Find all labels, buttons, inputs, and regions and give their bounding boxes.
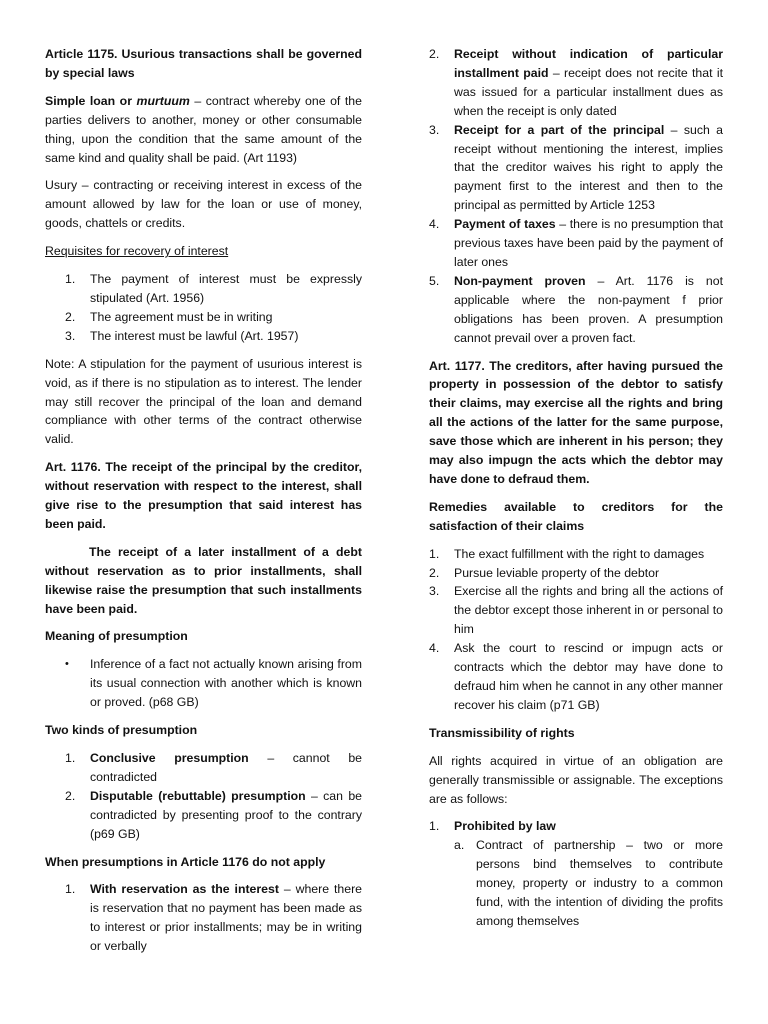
list-item <box>45 655 362 712</box>
list-item <box>45 308 362 327</box>
simple-loan-term: Simple loan or <box>45 93 137 108</box>
sub-list-item <box>454 836 723 931</box>
usury-note: Note: A stipulation for the payment of usurious interest is void, as if there is no stipulation as to interest. The lender may still recover the principal of the loan and demand compliance with other terms of the contract otherwise valid. <box>45 356 362 447</box>
article-1176: Art. 1176. The receipt of the principal by the creditor, without reservation with respect to the interest, shall give rise to the presumption that said interest has been paid. <box>45 460 362 531</box>
list-item-text: – there is no presumption that previous taxes have been paid by the payment of later ones <box>454 217 723 269</box>
two-kinds-list <box>45 749 362 844</box>
list-item-text: The interest must be lawful (Art. 1957) <box>90 328 299 343</box>
list-item-term: Conclusive presumption <box>90 751 249 765</box>
list-item-term: Non-payment proven <box>454 273 586 288</box>
list-item <box>429 817 723 930</box>
article-1177: Art. 1177. The creditors, after having pursued the property in possession of the debtor to satisfy their claims, may exercise all the rights and bring all the actions of the latter for the same purpose, save those which are inherent in his person; they may also impugn the acts which the debtor may have done to defraud them. <box>429 358 723 486</box>
list-item-text: – can be contradicted by presenting proof to the contrary (p69 GB) <box>90 788 362 841</box>
list-item <box>429 121 723 216</box>
list-item-term: Receipt for a part of the principal <box>454 122 665 137</box>
list-number: 1. <box>65 272 76 287</box>
list-item <box>45 749 362 787</box>
list-item-text: – where there is reservation that no payment has been made as to interest or prior installments; may be in writing or verbally <box>90 882 363 954</box>
right-column <box>429 45 723 940</box>
list-number: 3. <box>429 122 440 137</box>
simple-loan-text: – contract whereby one of the parties delivers to another, money or other consumable thing, upon the condition that the same amount of the same kind and quality shall be paid. (Art 1193) <box>45 93 362 165</box>
requisites-heading: Requisites for recovery of interest <box>45 244 229 259</box>
list-item-term: Receipt without indication of particular installment paid <box>454 47 723 80</box>
list-item-term: With reservation as the interest <box>90 882 279 897</box>
list-item <box>429 564 723 583</box>
article-1175-heading: Article 1175. Usurious transactions shall be governed by special laws <box>45 47 362 80</box>
sub-exceptions-list <box>454 836 723 931</box>
transmissibility-heading: Transmissibility of rights <box>429 725 575 740</box>
meaning-list <box>45 655 362 712</box>
list-item <box>429 215 723 272</box>
list-item-term: Disputable (rebuttable) presumption <box>90 788 306 803</box>
list-item-text: – receipt does not recite that it was issued for a particular installment dues as when the receipt is only dated <box>454 65 723 118</box>
list-item <box>429 545 723 564</box>
list-item-text: – cannot be contradicted <box>90 751 362 784</box>
list-item-text: Ask the court to rescind or impugn acts or contracts which the debtor may have done to defraud him when he cannot in any other manner recover his claim (p71 GB) <box>454 641 723 712</box>
list-number: 3. <box>429 584 440 599</box>
list-number: 3. <box>65 328 76 343</box>
list-item-text: The exact fulfillment with the right to damages <box>454 546 705 561</box>
list-item <box>429 45 723 121</box>
sub-list-letter: a. <box>454 838 465 853</box>
list-item-text: Inference of a fact not actually known arising from its usual connection with another which is known or proved. (p68 GB) <box>90 657 362 710</box>
list-number: 1. <box>65 882 76 897</box>
simple-loan-definition <box>45 92 362 168</box>
list-item <box>45 270 362 308</box>
article-1176-second-paragraph: The receipt of a later installment of a debt without reservation as to prior installments, shall likewise raise the presumption that such installments have been paid. <box>45 544 362 616</box>
list-item <box>45 327 362 346</box>
list-number: 1. <box>429 819 440 834</box>
list-item <box>429 272 723 348</box>
list-item-text: Exercise all the rights and bring all the actions of the debtor except those inherent in or personal to him <box>454 584 723 637</box>
transmissibility-text: All rights acquired in virtue of an obligation are generally transmissible or assignable. The exceptions are as follows: <box>429 753 723 806</box>
usury-definition: Usury – contracting or receiving interest in excess of the amount allowed by law for the loan or use of money, goods, chattels or credits. <box>45 178 362 231</box>
list-number: 4. <box>429 217 440 232</box>
exceptions-list <box>429 817 723 930</box>
list-item <box>429 582 723 639</box>
list-number: 2. <box>429 47 440 61</box>
left-column <box>45 45 362 965</box>
simple-loan-term-italic: murtuum <box>136 93 190 108</box>
meaning-heading: Meaning of presumption <box>45 629 188 644</box>
when-list-continued <box>429 45 723 348</box>
list-number: 2. <box>65 309 76 324</box>
list-number: 1. <box>65 751 76 765</box>
list-number: 2. <box>65 788 76 803</box>
list-number: 1. <box>429 546 440 561</box>
list-item-text: The agreement must be in writing <box>90 309 273 324</box>
list-item-term: Prohibited by law <box>454 819 556 834</box>
list-number: 2. <box>429 565 440 580</box>
list-number: 5. <box>429 273 440 288</box>
remedies-heading: Remedies available to creditors for the satisfaction of their claims <box>429 499 723 533</box>
list-item-text: Pursue leviable property of the debtor <box>454 565 660 580</box>
bullet-icon: • <box>65 658 69 671</box>
list-item-text: The payment of interest must be expressly stipulated (Art. 1956) <box>90 272 362 305</box>
when-list <box>45 880 362 956</box>
list-item <box>45 880 362 956</box>
list-item-text: – such a receipt without mentioning the interest, implies that the creditor waives his right to apply the payment first to the interest and then to the principal as permitted by Article 1253 <box>454 122 724 213</box>
list-item-term: Payment of taxes <box>454 217 556 232</box>
list-number: 4. <box>429 641 440 656</box>
list-item-text: – Art. 1176 is not applicable where the non-payment f prior obligations has been proven. A presumption cannot prevail over a proven fact. <box>454 273 724 345</box>
sub-list-item-text: Contract of partnership – two or more persons bind themselves to contribute money, property or industry to a common fund, with the intention of dividing the profits among themselves <box>476 838 723 928</box>
list-item <box>429 639 723 715</box>
when-heading: When presumptions in Article 1176 do not apply <box>45 854 326 869</box>
remedies-list <box>429 545 723 715</box>
list-item <box>45 787 362 844</box>
requisites-list <box>45 270 362 346</box>
two-kinds-heading: Two kinds of presumption <box>45 723 198 738</box>
